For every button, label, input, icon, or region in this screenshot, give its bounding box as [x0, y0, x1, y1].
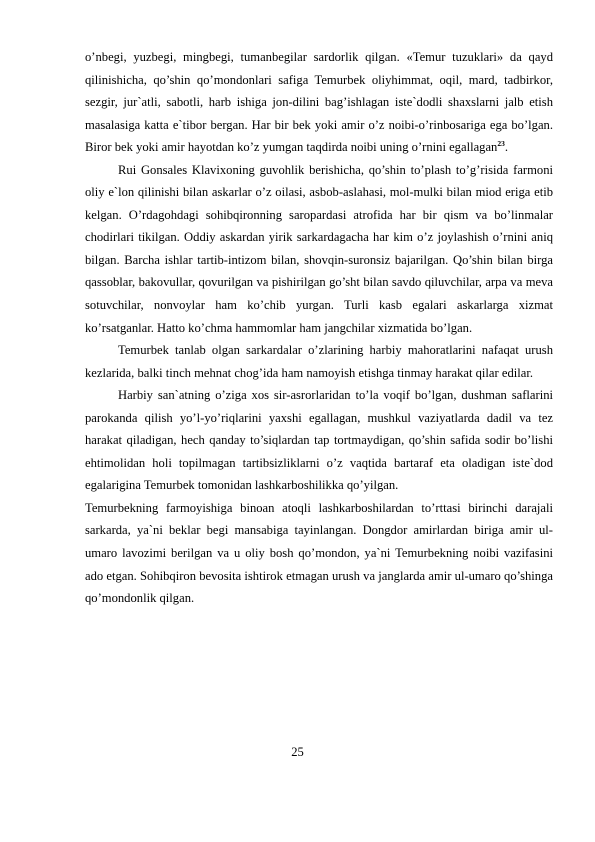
body-text — [85, 46, 553, 610]
paragraph — [85, 159, 553, 339]
paragraph-text: Rui Gonsales Klavixoning guvohlik berishicha, qo’shin to’plash to’g’risida farmoni oliy e`lon qilinishi bilan askarlar o’z oilasi, asbob-aslahasi, mol-mulki bilan miod eriga etib kelgan. O’rdagohdagi sohibqironning saropardasi atrofida har bir qism va bo’linmalar chodirlari tikilgan. Oddiy askardan yirik sarkardagacha har kim o’z joylashish o’rnini aniq bilgan. Barcha ishlar tartib-intizom bilan, shovqin-suronsiz bajarilgan. Qo’shin bilan birga qassoblar, bakovullar, qovurilgan va pishirilgan go’sht bilan savdo qiluvchilar, arpa va meva sotuvchilar, nonvoylar ham ko’chib yurgan. Turli kasb egalari askarlarga xizmat ko’rsatganlar. Hatto ko’chma hammomlar ham jangchilar xizmatida bo’lgan. — [85, 162, 553, 335]
paragraph — [85, 497, 553, 610]
paragraph-text: o’nbegi, yuzbegi, mingbegi, tumanbegilar sardorlik qilgan. «Temur tuzuklari» da qayd qilinishicha, qo’shin qo’mondonlari safiga Temurbek oliyhimmat, oqil, mard, tadbirkor, sezgir, jur`atli, sabotli, harb ishiga jon-dilini bag’ishlagan iste`dodli shaxslarni jalb etish masalasiga katta e`tibor bergan. Har bir bek yoki amir o’z noibi-o’rinbosariga ega bo’lgan. Biror bek yoki amir hayotdan ko’z yumgan taqdirda noibi uning o’rnini egallagan — [85, 50, 553, 155]
paragraph-text: Temurbek tanlab olgan sarkardalar o’zlarining harbiy mahoratlarini nafaqat urush kezlarida, balki tinch mehnat chog’ida ham namoyish etishga tinmay harakat qilar edilar. — [85, 343, 553, 380]
paragraph-text: Temurbekning farmoyishiga binoan atoqli lashkarboshilardan to’rttasi birinchi darajali sarkarda, ya`ni beklar begi mansabiga tayinlangan. Dongdor amirlardan biriga amir ul-umaro lavozimi berilgan va u oliy bosh qo’mondon, ya`ni Temurbekning noibi vazifasini ado etgan. Sohibqiron bevosita ishtirok etmagan urush va janglarda amir ul-umaro qo’shinga qo’mondonlik qilgan. — [85, 500, 553, 606]
paragraph — [85, 46, 553, 159]
page-number: 25 — [291, 745, 304, 759]
footnote-reference[interactable]: 23 — [497, 139, 505, 148]
paragraph-text: Harbiy san`atning o’ziga xos sir-asrorlaridan to’la voqif bo’lgan, dushman saflarini parokanda qilish yo’l-yo’riqlarini yaxshi egallagan, mushkul vaziyatlarda dadil va tez harakat qiladigan, hech qanday to’siqlardan tap tortmaydigan, qo’shin safida sodir bo’lishi ehtimolidan holi topilmagan tartibsizliklarni o’z vaqtida bartaraf eta oladigan iste`dod egalarigina Temurbek tomonidan lashkarboshilikka qo’yilgan. — [85, 388, 553, 493]
paragraph — [85, 384, 553, 497]
paragraph — [85, 339, 553, 384]
paragraph-text-end: . — [504, 140, 508, 155]
